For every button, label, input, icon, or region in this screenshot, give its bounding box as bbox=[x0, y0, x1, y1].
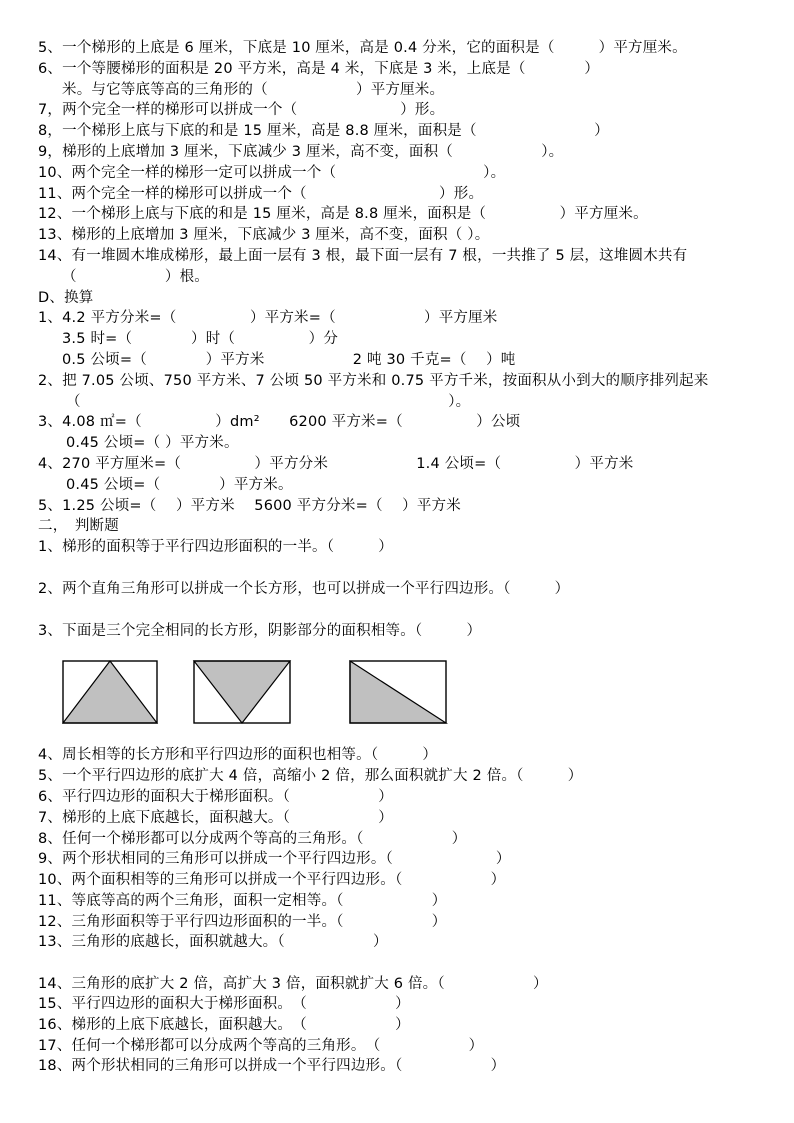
question-6-isosceles-trapezoid: 6、一个等腰梯形的面积是 20 平方米，高是 4 米，下底是 3 米，上底是（ ） bbox=[38, 61, 600, 77]
conversion-2: 2、把 7.05 公顷、750 平方米、7 公顷 50 平方米和 0.75 平方千米，按面积从小到大的顺序排列起来 bbox=[38, 373, 709, 389]
shaded-triangle-down bbox=[194, 661, 290, 723]
conversion-3: 3、4.08 ㎡=（ ）dm² 6200 平方米=（ ）公顷 bbox=[38, 414, 521, 430]
judgement-11: 11、等底等高的两个三角形，面积一定相等。（ ） bbox=[38, 893, 447, 909]
conversion-2-answer: （ ）。 bbox=[66, 394, 471, 410]
conversion-1: 1、4.2 平方分米=（ ）平方米=（ ）平方厘米 bbox=[38, 310, 498, 326]
conversion-3-hectare: 0.45 公顷=（ ）平方米。 bbox=[66, 435, 239, 451]
judgement-5: 5、一个平行四边形的底扩大 4 倍，高缩小 2 倍，那么面积就扩大 2 倍。（ ） bbox=[38, 768, 583, 784]
conversion-4-hectare: 0.45 公顷=（ ）平方米。 bbox=[66, 477, 293, 493]
judgement-18: 18、两个形状相同的三角形可以拼成一个平行四边形。（ ） bbox=[38, 1058, 506, 1074]
rectangle-figures bbox=[62, 660, 452, 726]
judgement-8: 8、任何一个梯形都可以分成两个等高的三角形。（ ） bbox=[38, 831, 467, 847]
shaded-triangle-right bbox=[350, 661, 446, 723]
question-12: 12、一个梯形上底与下底的和是 15 厘米，高是 8.8 厘米，面积是（ ）平方厘米。 bbox=[38, 206, 648, 222]
judgement-4: 4、周长相等的长方形和平行四边形的面积也相等。（ ） bbox=[38, 747, 438, 763]
judgement-16: 16、梯形的上底下底越长，面积越大。 （ ） bbox=[38, 1017, 410, 1033]
judgement-6: 6、平行四边形的面积大于梯形面积。（ ） bbox=[38, 789, 393, 805]
conversion-1-hectare: 0.5 公顷=（ ）平方米 2 吨 30 千克=（ ）吨 bbox=[62, 352, 516, 368]
judgement-15: 15、平行四边形的面积大于梯形面积。 （ ） bbox=[38, 996, 410, 1012]
judgement-7: 7、梯形的上底下底越长，面积越大。（ ） bbox=[38, 810, 393, 826]
question-5-trapezoid-area: 5、一个梯形的上底是 6 厘米，下底是 10 厘米，高是 0.4 分米，它的面积是（ ）平方厘米。 bbox=[38, 40, 687, 56]
judgement-14: 14、三角形的底扩大 2 倍，高扩大 3 倍，面积就扩大 6 倍。（ ） bbox=[38, 976, 548, 992]
conversion-4: 4、270 平方厘米=（ ）平方分米 1.4 公顷=（ ）平方米 bbox=[38, 456, 634, 472]
judgement-9: 9、两个形状相同的三角形可以拼成一个平行四边形。（ ） bbox=[38, 851, 511, 867]
rectangle-figure-2 bbox=[194, 661, 290, 723]
rectangles-svg bbox=[62, 660, 452, 726]
judgement-3: 3、下面是三个完全相同的长方形，阴影部分的面积相等。（ ） bbox=[38, 623, 482, 639]
question-13: 13、梯形的上底增加 3 厘米，下底减少 3 厘米，高不变，面积（ ）。 bbox=[38, 227, 490, 243]
judgement-13: 13、三角形的底越长，面积就越大。（ ） bbox=[38, 934, 388, 950]
conversion-1-hours: 3.5 时=（ ）时（ ）分 bbox=[62, 331, 339, 347]
question-10: 10、两个完全一样的梯形一定可以拼成一个（ ）。 bbox=[38, 165, 506, 181]
judgement-2: 2、两个直角三角形可以拼成一个长方形，也可以拼成一个平行四边形。（ ） bbox=[38, 581, 570, 597]
section-d-heading: D、换算 bbox=[38, 290, 94, 306]
judgement-12: 12、三角形面积等于平行四边形面积的一半。（ ） bbox=[38, 914, 447, 930]
question-11: 11、两个完全一样的梯形可以拼成一个（ ）形。 bbox=[38, 186, 484, 202]
section-judgement-heading: 二， 判断题 bbox=[38, 518, 119, 534]
conversion-5: 5、1.25 公顷=（ ）平方米 5600 平方分米=（ ）平方米 bbox=[38, 498, 461, 514]
question-14: 14、有一堆圆木堆成梯形，最上面一层有 3 根，最下面一层有 7 根，一共推了 5 层，这堆圆木共有 bbox=[38, 248, 688, 264]
question-9: 9，梯形的上底增加 3 厘米，下底减少 3 厘米，高不变，面积（ ）。 bbox=[38, 144, 564, 160]
rectangle-figure-3 bbox=[350, 661, 446, 723]
question-8: 8，一个梯形上底与下底的和是 15 厘米，高是 8.8 厘米，面积是（ ） bbox=[38, 123, 609, 139]
judgement-17: 17、任何一个梯形都可以分成两个等高的三角形。 （ ） bbox=[38, 1038, 484, 1054]
judgement-10: 10、两个面积相等的三角形可以拼成一个平行四边形。（ ） bbox=[38, 872, 506, 888]
judgement-1: 1、梯形的面积等于平行四边形面积的一半。（ ） bbox=[38, 539, 393, 555]
question-14-continued: （ ）根。 bbox=[62, 269, 209, 285]
question-6-continued: 米。与它等底等高的三角形的（ ）平方厘米。 bbox=[62, 82, 445, 98]
question-7: 7，两个完全一样的梯形可以拼成一个（ ）形。 bbox=[38, 102, 445, 118]
shaded-triangle-up bbox=[63, 661, 157, 723]
rectangle-figure-1 bbox=[63, 661, 157, 723]
